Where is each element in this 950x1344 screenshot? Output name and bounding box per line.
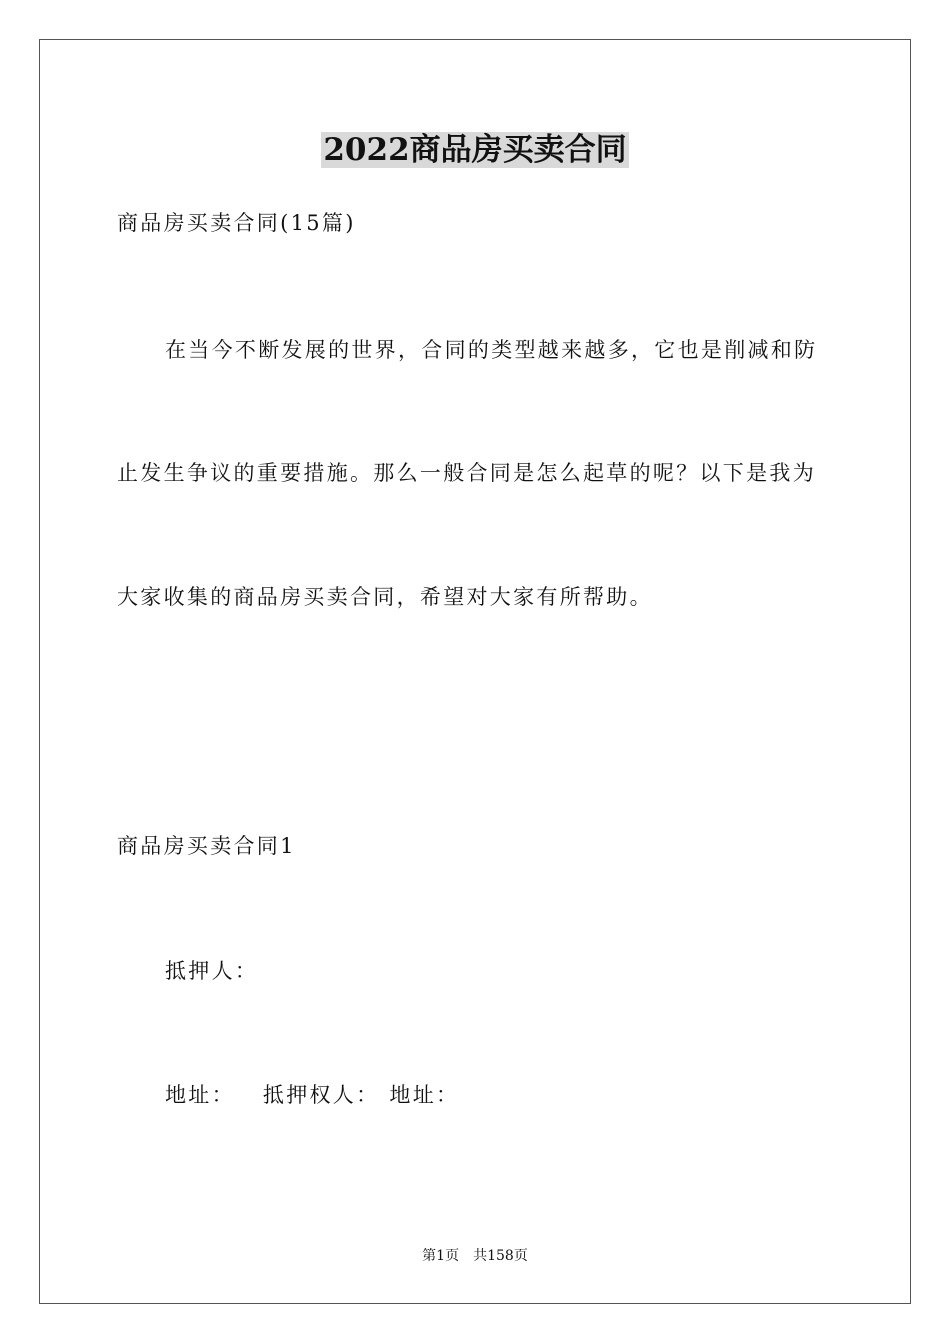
page-footer <box>0 1246 950 1266</box>
section-heading: 商品房买卖合同1 <box>117 834 296 858</box>
intro-line-1: 在当今不断发展的世界，合同的类型越来越多，它也是削减和防 <box>165 338 818 362</box>
total-pages: 共158页 <box>473 1248 528 1264</box>
mortgagee-label: 抵押权人： <box>262 1083 380 1107</box>
intro-line-3: 大家收集的商品房买卖合同，希望对大家有所帮助。 <box>117 585 653 609</box>
page-number: 第1页 <box>422 1248 460 1264</box>
mortgagor-label: 抵押人： <box>165 959 259 983</box>
address-label-2: 地址： <box>389 1083 460 1107</box>
document-title-text: 2022商品房买卖合同 <box>323 132 627 168</box>
party-address-line <box>165 1080 459 1110</box>
document-title <box>0 128 950 172</box>
intro-line-2: 止发生争议的重要措施。那么一般合同是怎么起草的呢？以下是我为 <box>117 461 816 485</box>
address-label-1: 地址： <box>165 1083 235 1107</box>
document-subtitle: 商品房买卖合同(15篇) <box>117 211 356 235</box>
